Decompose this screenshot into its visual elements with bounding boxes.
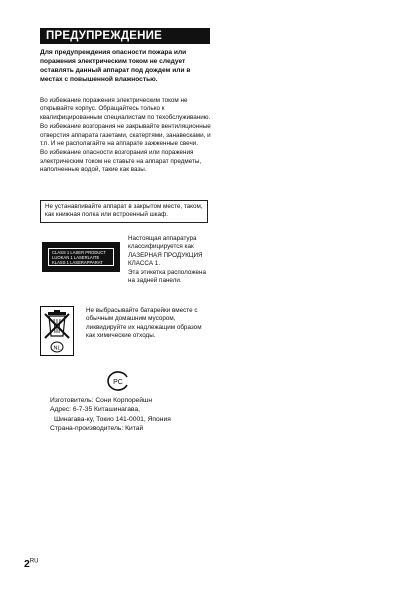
manufacturer-line: Изготовитель: Сони Корпорейшн: [50, 397, 153, 404]
fire-shock-warning: Для предупреждения опасности пожара или поражения электрическим током не следует оставлять данный аппарат под дождем или в местах с повышенной влажностью.: [40, 49, 191, 83]
label-location-statement: Эта этикетка расположена на задней панели.: [128, 268, 207, 285]
instruction-paragraph: Во избежание поражения электрическим током не открывайте корпус. Обращайтесь только к квалифицированным специалистам по техобслуживанию.: [40, 97, 211, 121]
laser-class-statement: Настоящая аппаратура классифицируется как ЛАЗЕРНАЯ ПРОДУКЦИЯ КЛАССА 1.: [128, 235, 203, 268]
laser-label-line: CLASS 1 LASER PRODUCT: [52, 250, 106, 255]
instruction-paragraph: Во избежание возгорания не закрывайте вентиляционные отверстия аппарата газетами, скатертями, занавесками, и т.п. И не располагайте на аппарате зажженные свечи.: [40, 123, 211, 148]
instruction-paragraph: Во избежание опасности возгорания или поражения электрическим током не ставьте на аппарат предметы, наполненные водой, такие как вазы.: [40, 149, 202, 174]
laser-label-line: LUOKAN 1 LASERLAITE: [52, 255, 100, 260]
manufacturer-info: [50, 396, 270, 434]
address-line: Адрес: 6-7-35 Киташинагава,: [50, 406, 140, 414]
laser-label-inner: [48, 248, 114, 266]
bin-badge-text: NL: [53, 345, 61, 352]
page-language: RU: [29, 558, 39, 565]
page-number: [24, 558, 39, 570]
section-heading: ПРЕДУПРЕЖДЕНИЕ: [40, 28, 210, 44]
battery-disposal-text: Не выбрасывайте батарейки вместе с обычным домашним мусором, ликвидируйте их надлежащим образом как химические отходы.: [86, 307, 202, 340]
crossed-bin-icon: [40, 306, 74, 356]
certification-mark-icon: [106, 371, 130, 391]
installation-note-box: Не устанавливайте аппарат в закрытом месте, таком, как книжная полка или встроенный шкаф.: [40, 200, 208, 223]
safety-instructions: [40, 97, 212, 176]
laser-label-line: KLASS 1 LASERAPPARAT: [52, 260, 103, 265]
laser-classification-text: [128, 235, 212, 285]
laser-class-label: [42, 242, 120, 272]
address-line: Шинагава-ку, Токио 141-0001, Япония: [54, 415, 171, 423]
page-number-value: 2: [24, 558, 30, 570]
certification-mark-text: РС: [113, 379, 123, 386]
country-line: Страна-производитель: Китай: [50, 425, 144, 433]
